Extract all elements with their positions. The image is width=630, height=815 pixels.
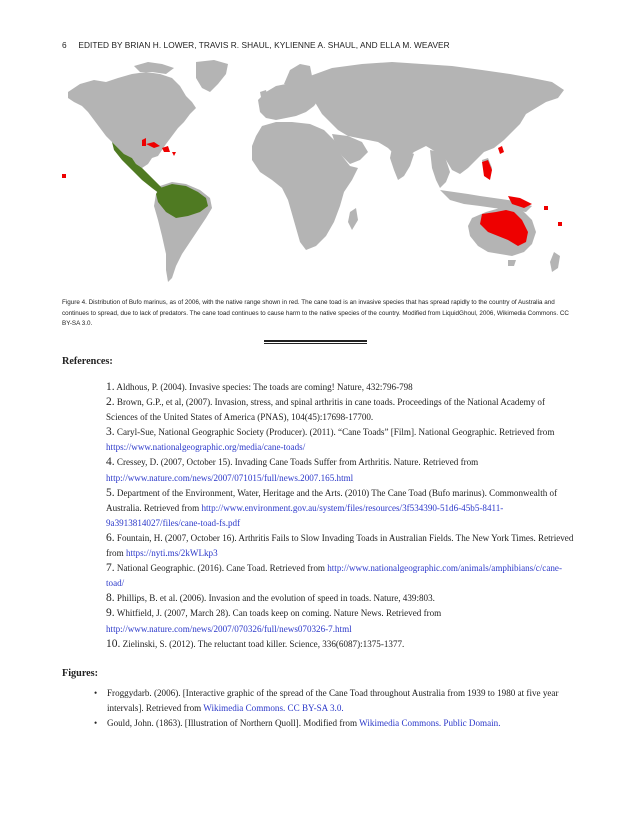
north-america-land: [68, 72, 196, 168]
figures-list: [94, 686, 574, 731]
references-heading: References:: [62, 356, 113, 367]
reference-link[interactable]: https://nyti.ms/2kWLkp3: [125, 548, 218, 559]
invasive-fiji: [558, 222, 562, 226]
running-title: EDITED BY BRIAN H. LOWER, TRAVIS R. SHAUL, KYLIENNE A. SHAUL, AND ELLA M. WEAVER: [78, 40, 450, 50]
reference-item: 8. Phillips, B. et al. (2006). Invasion and the evolution of speed in toads. Nature, 439:803.: [106, 592, 435, 605]
reference-item: 4. Cressey, D. (2007, October 15). Invading Cane Toads Suffer from Arthritis. Nature. Retrieved from http://www.nature.com/news/2007/071015/full/news.2007.165.html: [106, 456, 479, 483]
bullet-icon: •: [94, 688, 98, 698]
figure-caption: Figure 4. Distribution of Bufo marinus, as of 2006, with the native range shown in red. The cane toad is an invasive species that has spread rapidly to the country of Australia and continues to spread, due to lack of predators. The cane toad continues to cause harm to the native species of the country. Modified from LiquidGhoul, 2006, Wikimedia Commons. CC BY-SA 3.0.: [62, 299, 569, 327]
reference-link[interactable]: https://www.nationalgeographic.org/media/cane-toads/: [106, 442, 306, 453]
greenland-land: [196, 60, 228, 92]
reference-item: 2. Brown, G.P., et al, (2007). Invasion, stress, and spinal arthritis in cane toads. Proceedings of the National Academy of Sciences of the United States of America (PNAS), 104(45):17698-17700.: [106, 396, 545, 423]
world-distribution-map: [62, 56, 570, 288]
new-zealand-land: [550, 252, 560, 272]
reference-item: 5. Department of the Environment, Water, Heritage and the Arts. (2010) The Cane Toad (Bufo marinus). Commonwealth of Australia. Retrieved from http://www.environment.gov.au/system/files/resources/3f534390-51d6-45b5-8411-9a3913814027/files/cane-toad-fs.pdf: [106, 486, 558, 528]
reference-link[interactable]: http://www.nationalgeographic.com/animals/amphibians/c/cane-toad/: [106, 563, 562, 589]
figures-heading: Figures:: [62, 668, 99, 679]
invasive-hawaii: [62, 174, 66, 178]
figure-credit-link[interactable]: Wikimedia Commons. CC BY-SA 3.0.: [203, 703, 344, 714]
reference-link[interactable]: http://www.nature.com/news/2007/071015/full/news.2007.165.html: [106, 472, 354, 483]
reference-item: 9. Whitfield, J. (2007, March 28). Can toads keep on coming. Nature News. Retrieved from http://www.nature.com/news/2007/070326/full/news070326-7.html: [106, 607, 442, 634]
reference-item: 10. Zielinski, S. (2012). The reluctant toad killer. Science, 336(6087):1375-1377.: [106, 637, 405, 650]
reference-item: 7. National Geographic. (2016). Cane Toad. Retrieved from http://www.nationalgeographic.com/animals/amphibians/c/cane-toad/: [106, 562, 562, 589]
bullet-icon: •: [94, 718, 98, 729]
reference-link[interactable]: http://www.environment.gov.au/system/files/resources/3f534390-51d6-45b5-8411-9a3913814027/files/cane-toad-fs.pdf: [106, 502, 504, 528]
section-divider: [264, 340, 367, 342]
invasive-philippines: [482, 160, 492, 180]
arctic-islands-land: [134, 62, 174, 74]
invasive-japan: [498, 146, 504, 154]
reference-item: 3. Caryl-Sue, National Geographic Society (Producer). (2011). “Cane Toads” [Film]. National Geographic. Retrieved from https://www.nationalgeographic.org/media/cane-toads/: [106, 426, 555, 453]
figure-credit-item: • Gould, John. (1863). [Illustration of Northern Quoll]. Modified from Wikimedia Commons. Public Domain.: [94, 716, 574, 731]
reference-link[interactable]: http://www.nature.com/news/2007/070326/full/news070326-7.html: [106, 623, 352, 634]
section-divider-thin: [264, 343, 367, 344]
references-list: [106, 380, 576, 652]
madagascar-land: [348, 208, 358, 230]
tasmania-land: [508, 260, 516, 266]
reference-item: 1. Aldhous, P. (2004). Invasive species: The toads are coming! Nature, 432:796-798: [106, 381, 413, 393]
india-land: [390, 148, 414, 180]
figure-credit-item: • Froggydarb. (2006). [Interactive graphic of the spread of the Cane Toad throughout Australia from 1939 to 1980 at five year intervals]. Retrieved from Wikimedia Commons. CC BY-SA 3.0.: [94, 688, 559, 714]
figure-credit-link[interactable]: Wikimedia Commons. Public Domain.: [359, 718, 501, 729]
running-header: [62, 40, 450, 50]
page-number: 6: [62, 40, 67, 50]
invasive-pacific-islands: [544, 206, 548, 210]
invasive-caribbean-3: [172, 152, 176, 156]
reference-item: 6. Fountain, H. (2007, October 16). Arthritis Fails to Slow Invading Toads in Australian Fields. The New York Times. Retrieved from https://nyti.ms/2kWLkp3: [106, 531, 574, 559]
